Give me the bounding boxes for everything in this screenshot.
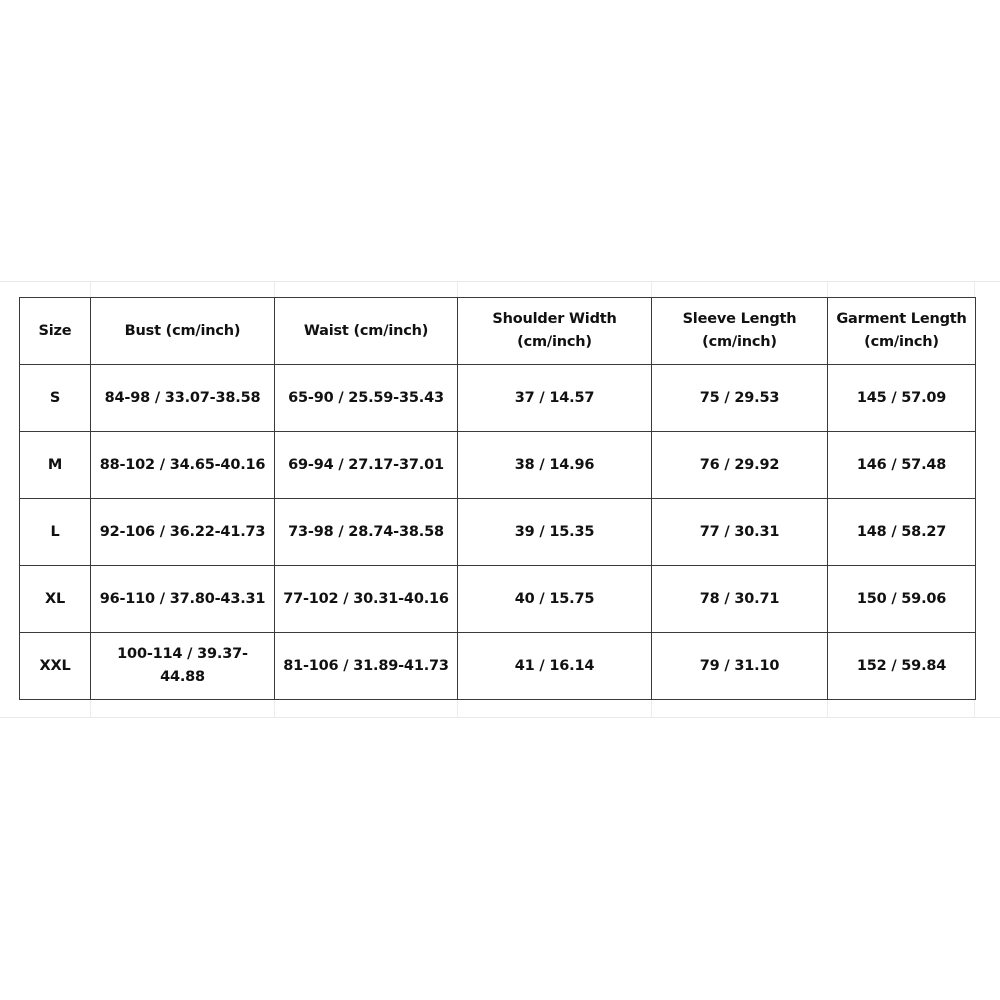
sleeve-length-cell: 79 / 31.10 bbox=[652, 633, 828, 700]
waist-cell: 65-90 / 25.59-35.43 bbox=[275, 365, 458, 432]
garment-length-cell: 148 / 58.27 bbox=[828, 499, 976, 566]
size-cell: S bbox=[20, 365, 91, 432]
shoulder-width-cell: 39 / 15.35 bbox=[458, 499, 652, 566]
shoulder-width-cell: 40 / 15.75 bbox=[458, 566, 652, 633]
size-cell: XXL bbox=[20, 633, 91, 700]
garment-length-cell: 145 / 57.09 bbox=[828, 365, 976, 432]
shoulder-width-cell: 37 / 14.57 bbox=[458, 365, 652, 432]
garment-length-cell: 152 / 59.84 bbox=[828, 633, 976, 700]
table-row bbox=[20, 499, 976, 566]
bust-cell: 84-98 / 33.07-38.58 bbox=[91, 365, 275, 432]
shoulder-width-cell: 38 / 14.96 bbox=[458, 432, 652, 499]
waist-cell: 69-94 / 27.17-37.01 bbox=[275, 432, 458, 499]
header-shoulder-width: Shoulder Width (cm/inch) bbox=[458, 298, 652, 365]
header-garment-length: Garment Length (cm/inch) bbox=[828, 298, 976, 365]
header-size: Size bbox=[20, 298, 91, 365]
bust-cell: 96-110 / 37.80-43.31 bbox=[91, 566, 275, 633]
header-sleeve-length: Sleeve Length (cm/inch) bbox=[652, 298, 828, 365]
table-row bbox=[20, 633, 976, 700]
bust-cell: 92-106 / 36.22-41.73 bbox=[91, 499, 275, 566]
sleeve-length-cell: 76 / 29.92 bbox=[652, 432, 828, 499]
table-row bbox=[20, 566, 976, 633]
table-row bbox=[20, 365, 976, 432]
table-row bbox=[20, 432, 976, 499]
header-bust: Bust (cm/inch) bbox=[91, 298, 275, 365]
bust-cell: 100-114 / 39.37-44.88 bbox=[91, 633, 275, 700]
garment-length-cell: 150 / 59.06 bbox=[828, 566, 976, 633]
size-cell: XL bbox=[20, 566, 91, 633]
bust-cell: 88-102 / 34.65-40.16 bbox=[91, 432, 275, 499]
header-waist: Waist (cm/inch) bbox=[275, 298, 458, 365]
shoulder-width-cell: 41 / 16.14 bbox=[458, 633, 652, 700]
size-cell: L bbox=[20, 499, 91, 566]
sleeve-length-cell: 77 / 30.31 bbox=[652, 499, 828, 566]
size-chart-table bbox=[19, 297, 976, 700]
waist-cell: 81-106 / 31.89-41.73 bbox=[275, 633, 458, 700]
waist-cell: 73-98 / 28.74-38.58 bbox=[275, 499, 458, 566]
waist-cell: 77-102 / 30.31-40.16 bbox=[275, 566, 458, 633]
header-row bbox=[20, 298, 976, 365]
size-cell: M bbox=[20, 432, 91, 499]
sleeve-length-cell: 75 / 29.53 bbox=[652, 365, 828, 432]
sleeve-length-cell: 78 / 30.71 bbox=[652, 566, 828, 633]
garment-length-cell: 146 / 57.48 bbox=[828, 432, 976, 499]
